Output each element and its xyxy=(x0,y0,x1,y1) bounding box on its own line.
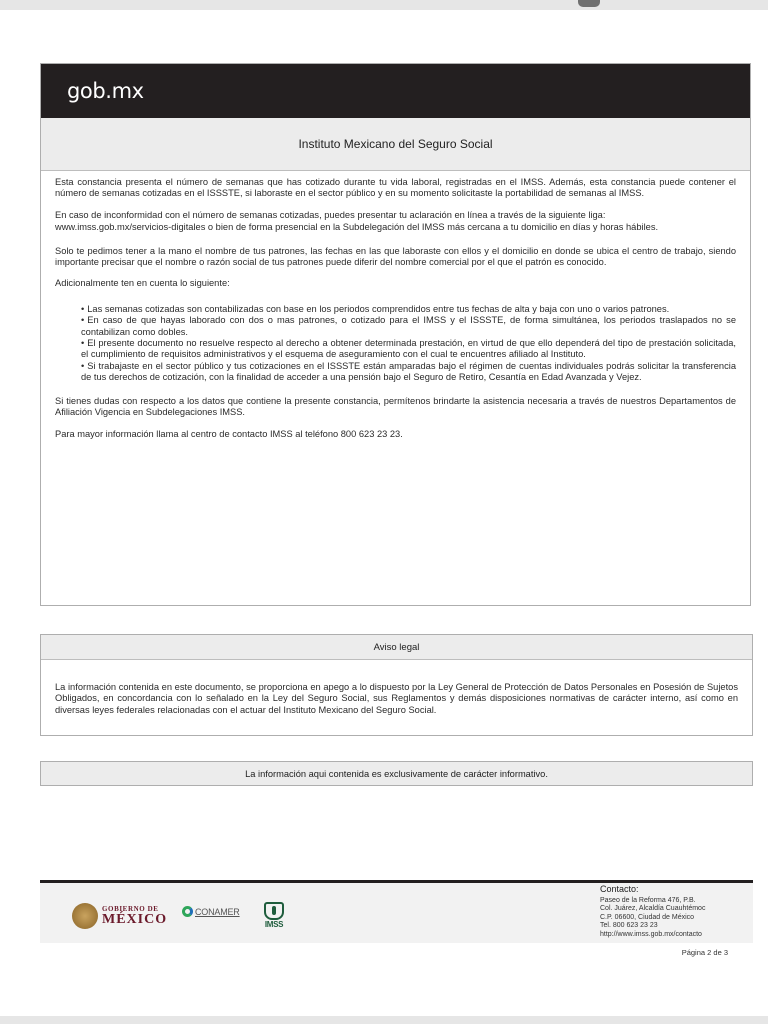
informative-note: La información aqui contenida es exclusivamente de carácter informativo. xyxy=(40,761,753,786)
list-item: • En caso de que hayas laborado con dos o mas patrones, o cotizado para el IMSS y el ISSSTE, de forma simultánea, los periodos traslapados no se contabilizan como dobles. xyxy=(81,315,736,337)
header-bar xyxy=(41,64,750,118)
imss-text: IMSS xyxy=(264,920,284,929)
paragraph-inconformity: En caso de inconformidad con el número de semanas cotizadas, puedes presentar tu aclaración en línea a través de la siguiente liga: xyxy=(55,209,606,220)
list-item-text: Si trabajaste en el sector público y tus cotizaciones en el ISSSTE están amparadas bajo el régimen de cuentas individuales podrás solicitar la transferencia de tus derechos de cotización, con la finalidad de acceder a una pensión bajo el Seguro de Retiro, Cesantía en Edad Avanzada y Vejez. xyxy=(81,360,736,383)
contact-link[interactable]: http://www.imss.gob.mx/contacto xyxy=(600,930,702,938)
institution-title: Instituto Mexicano del Seguro Social xyxy=(41,118,750,171)
legal-notice-text: La información contenida en este documento, se proporciona en apego a lo dispuesto por la Ley General de Protección de Datos Personales en Posesión de Sujetos Obligados, en concordancia con lo señalado en la Ley del Seguro Social, sus Reglamentos y demás disposiciones normativas de carácter interno, así como en diversas leyes federales relacionadas con el actuar del Instituto Mexicano del Seguro Social. xyxy=(55,682,738,715)
mexico-text: MÉXICO xyxy=(102,911,168,927)
list-item-text: El presente documento no resuelve respecto al derecho a obtener determinada prestación, en virtud de que ello dependerá del tipo de prestación solicitada, el cumplimiento de requisitos administrativos y el esquema de aseguramiento con el cual te encuentres afiliado al Instituto. xyxy=(81,338,736,360)
gobierno-de-mexico-logo xyxy=(72,901,172,931)
contact-address-line: C.P. 06600, Ciudad de México xyxy=(600,913,695,921)
list-item-text: Las semanas cotizadas son contabilizadas con base en los periodos comprendidos entre tus fechas de alta y baja con uno o varios patrones. xyxy=(87,303,670,314)
contact-title: Contacto: xyxy=(600,884,639,894)
contact-block xyxy=(600,885,750,940)
list-item: • Las semanas cotizadas son contabilizadas con base en los periodos comprendidos entre tus fechas de alta y baja con uno o varios patrones. xyxy=(81,303,670,314)
paragraph-intro: Esta constancia presenta el número de semanas que has cotizado durante tu vida laboral, registradas en el IMSS. Además, esta constancia puede contener el número de semanas cotizadas en el ISSSTE, si laboraste en el sector público y en su momento solicitaste la portabilidad de semanas al IMSS. xyxy=(55,177,736,199)
document-body xyxy=(41,171,750,440)
contact-phone: Tel. 800 623 23 23 xyxy=(600,922,658,930)
gobierno-logo-text xyxy=(102,906,167,927)
contact-address-line: Paseo de la Reforma 476, P.B. xyxy=(600,896,696,904)
page-number: Página 2 de 3 xyxy=(681,948,728,957)
main-document-panel xyxy=(40,63,751,606)
imss-emblem-icon xyxy=(264,902,284,920)
viewer-top-strip xyxy=(0,0,768,10)
list-item: • Si trabajaste en el sector público y tus cotizaciones en el ISSSTE están amparadas bajo el régimen de cuentas individuales podrás solicitar la transferencia de tus derechos de cotización, con la finalidad de acceder a una pensión bajo el Seguro de Retiro, Cesantía en Edad Avanzada y Vejez. xyxy=(81,360,736,383)
gobierno-small-text: GOBIERNO DE xyxy=(102,904,159,913)
viewer-bottom-strip xyxy=(0,1016,768,1024)
paragraph-assistance: Si tienes dudas con respecto a los datos que contiene la presente constancia, permítenos brindarte la asistencia necesaria a través de nuestros Departamentos de Afiliación Vigencia en Subdelegaciones IMSS. xyxy=(55,395,736,418)
legal-notice-panel xyxy=(40,634,753,736)
conamer-text: CONAMER xyxy=(195,906,240,917)
paragraph-contact-phone: Para mayor información llama al centro de contacto IMSS al teléfono 800 623 23 23. xyxy=(55,428,403,439)
list-item-text: En caso de que hayas laborado con dos o mas patrones, o cotizado para el IMSS y el ISSSTE, de forma simultánea, los periodos traslapados no se contabilizan como dobles. xyxy=(81,315,736,337)
conamer-ring-icon xyxy=(182,906,193,917)
conamer-logo xyxy=(182,906,240,917)
paragraph-additional: Adicionalmente ten en cuenta lo siguiente: xyxy=(55,278,230,289)
viewer-scroll-handle[interactable] xyxy=(578,0,600,7)
gobmx-logo: gob.mx xyxy=(67,79,144,103)
eagle-emblem-icon xyxy=(72,903,98,929)
paragraph-link: www.imss.gob.mx/servicios-digitales o bien de forma presencial en la Subdelegación del IMSS más cercana a tu domicilio en días y horas hábiles. xyxy=(55,222,659,233)
paragraph-requirements: Solo te pedimos tener a la mano el nombre de tus patrones, las fechas en las que laboraste con ellos y el domicilio en donde se ubica el centro de trabajo, siendo importante precisar que el nombre o razón social de tus patrones puede diferir del nombre comercial por el que el patrón es conocido. xyxy=(55,245,736,268)
contact-address-line: Col. Juárez, Alcaldía Cuauhtémoc xyxy=(600,905,706,913)
imss-logo xyxy=(262,902,286,929)
list-item: • El presente documento no resuelve respecto al derecho a obtener determinada prestación, en virtud de que ello dependerá del tipo de prestación solicitada, el cumplimiento de requisitos administrativos y el esquema de aseguramiento con el cual te encuentres afiliado al Instituto. xyxy=(81,338,736,360)
considerations-list xyxy=(55,304,736,384)
legal-notice-title: Aviso legal xyxy=(41,635,752,660)
